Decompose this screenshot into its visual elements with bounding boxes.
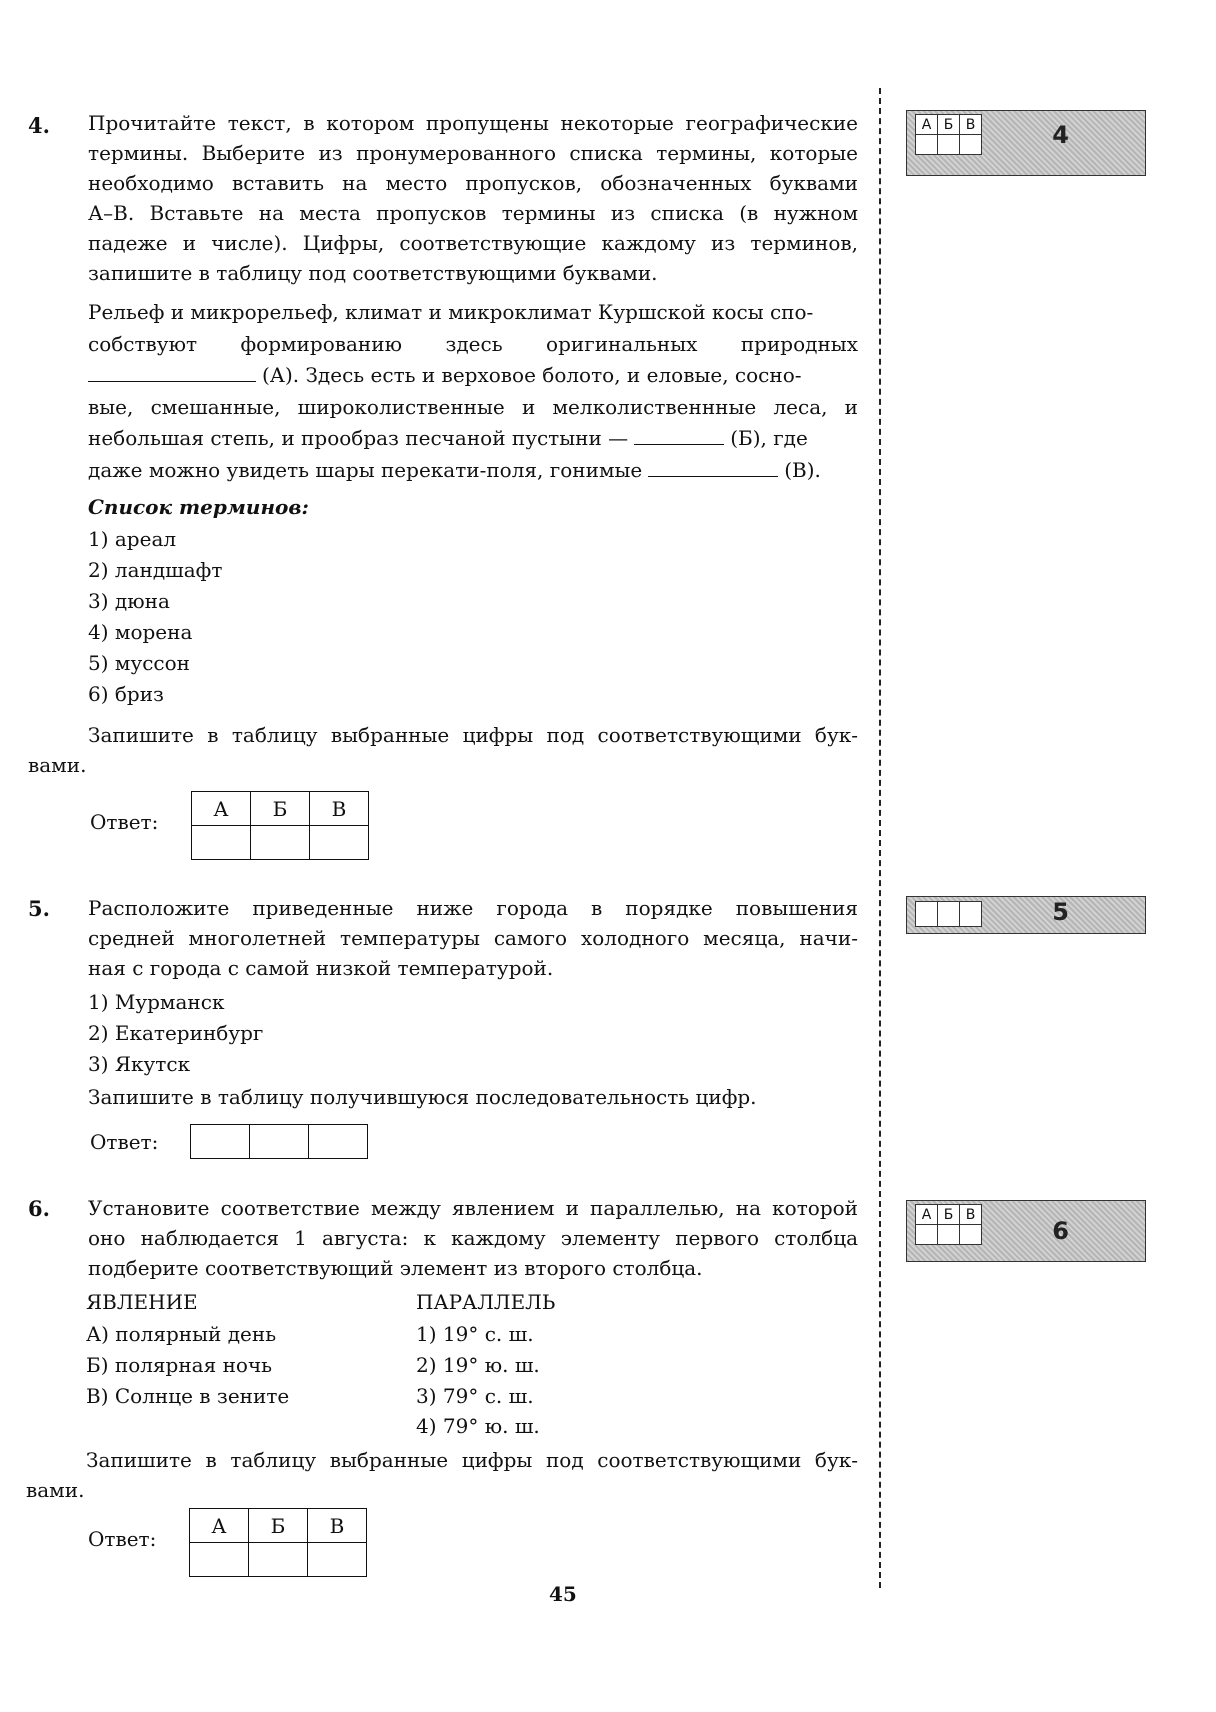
q6-number: 6. <box>28 1196 50 1221</box>
q5-instr-line: ная с города с самой низкой температурой. <box>88 956 554 980</box>
box-cell[interactable] <box>938 135 960 155</box>
box-cell[interactable] <box>960 135 982 155</box>
city-item: 1) Мурманск <box>88 990 225 1014</box>
box-letter: В <box>960 115 982 135</box>
answer-cell-b[interactable] <box>251 826 310 860</box>
q6-answer-label: Ответ: <box>88 1527 157 1551</box>
q5-instruction <box>88 893 858 983</box>
box-cell[interactable] <box>916 135 938 155</box>
parallel-item: 1) 19° с. ш. <box>416 1322 534 1346</box>
box-letter: Б <box>938 1205 960 1225</box>
answer-header-a: А <box>190 1509 249 1543</box>
answer-cell[interactable] <box>309 1125 368 1159</box>
term-item: 3) дюна <box>88 589 170 613</box>
q4-write-line2: вами. <box>28 753 87 777</box>
q4-instr-line: запишите в таблицу под соответствующими буквами. <box>88 261 658 285</box>
q4-text-l3: (А). Здесь есть и верховое болото, и еловые, сосно- <box>262 363 802 387</box>
terms-title: Список терминов: <box>88 495 309 519</box>
blank-v <box>648 458 778 477</box>
box-letter: А <box>916 1205 938 1225</box>
q6-instruction <box>88 1193 858 1283</box>
box-letter: А <box>916 115 938 135</box>
blank-a <box>88 363 256 382</box>
parallel-item: 2) 19° ю. ш. <box>416 1353 540 1377</box>
q5-answer-box <box>906 896 1146 934</box>
q4-text-line <box>88 360 858 392</box>
q5-box-number: 5 <box>1052 898 1069 926</box>
q4-answer-table <box>191 791 369 860</box>
term-item: 1) ареал <box>88 527 177 551</box>
box-cell[interactable] <box>960 1225 982 1245</box>
answer-cell-v[interactable] <box>308 1543 367 1577</box>
col1-header: ЯВЛЕНИЕ <box>86 1290 198 1314</box>
city-item: 2) Екатеринбург <box>88 1021 264 1045</box>
q4-instruction <box>88 108 858 288</box>
answer-header-a: А <box>192 792 251 826</box>
q4-text-l5a: небольшая степь, и прообраз песчаной пустыни — <box>88 426 629 450</box>
q5-number: 5. <box>28 896 50 921</box>
q4-text-l6b: (В). <box>784 457 821 482</box>
parallel-item: 4) 79° ю. ш. <box>416 1414 540 1438</box>
q6-write-line: Запишите в таблицу выбранные цифры под соответствующими бук- <box>86 1448 858 1472</box>
q4-text-l4: вые, смешанные, широколиственные и мелколиственнные леса, и <box>88 394 858 419</box>
q4-text-line <box>88 455 858 487</box>
q6-instr-line: Установите соответствие между явлением и параллелью, на которой <box>88 1196 858 1220</box>
box-cell[interactable] <box>938 902 960 927</box>
term-item: 6) бриз <box>88 682 164 706</box>
answer-cell-a[interactable] <box>190 1543 249 1577</box>
box-cell[interactable] <box>916 902 938 927</box>
q4-text-l5b: (Б), где <box>730 426 808 450</box>
cut-line <box>879 88 881 1588</box>
q5-answer-label: Ответ: <box>90 1130 159 1154</box>
box-cell[interactable] <box>916 1225 938 1245</box>
phenomenon-item: В) Солнце в зените <box>86 1384 290 1408</box>
q4-instr-line: необходимо вставить на место пропусков, обозначенных буквами <box>88 171 858 195</box>
q5-write-line: Запишите в таблицу получившуюся последовательность цифр. <box>88 1085 757 1109</box>
q4-number: 4. <box>28 113 50 138</box>
box-letter: Б <box>938 115 960 135</box>
blank-b <box>634 426 724 445</box>
phenomenon-item: А) полярный день <box>86 1322 277 1346</box>
q4-box-cells <box>915 114 982 155</box>
box-cell[interactable] <box>960 902 982 927</box>
q5-instr-line: Расположите приведенные ниже города в порядке повышения <box>88 896 858 920</box>
answer-cell-b[interactable] <box>249 1543 308 1577</box>
city-item: 3) Якутск <box>88 1052 191 1076</box>
term-item: 2) ландшафт <box>88 558 223 582</box>
q4-instr-line: падеже и числе). Цифры, соответствующие каждому из терминов, <box>88 231 858 255</box>
q5-answer-table <box>190 1124 368 1159</box>
answer-cell-a[interactable] <box>192 826 251 860</box>
q4-box-number: 4 <box>1052 121 1069 149</box>
q4-instr-line: термины. Выберите из пронумерованного списка термины, которые <box>88 141 858 165</box>
q6-box-number: 6 <box>1052 1217 1069 1245</box>
answer-header-v: В <box>308 1509 367 1543</box>
answer-cell[interactable] <box>250 1125 309 1159</box>
q6-answer-box <box>906 1200 1146 1262</box>
answer-header-b: Б <box>249 1509 308 1543</box>
col2-header: ПАРАЛЛЕЛЬ <box>416 1290 556 1314</box>
answer-cell[interactable] <box>191 1125 250 1159</box>
answer-header-b: Б <box>251 792 310 826</box>
q6-instr-line: подберите соответствующий элемент из второго столбца. <box>88 1256 703 1280</box>
box-cell[interactable] <box>938 1225 960 1245</box>
q4-answer-box <box>906 110 1146 176</box>
answer-header-v: В <box>310 792 369 826</box>
phenomenon-item: Б) полярная ночь <box>86 1353 273 1377</box>
q4-text-l2: собствуют формированию здесь оригинальных природных <box>88 331 858 356</box>
term-item: 5) муссон <box>88 651 190 675</box>
q6-write-line2: вами. <box>26 1478 85 1502</box>
q4-answer-label: Ответ: <box>90 810 159 834</box>
box-letter: В <box>960 1205 982 1225</box>
q4-write-line: Запишите в таблицу выбранные цифры под соответствующими бук- <box>88 723 858 747</box>
q6-answer-table <box>189 1508 367 1577</box>
parallel-item: 3) 79° с. ш. <box>416 1384 534 1408</box>
q4-text-line <box>88 297 858 329</box>
q5-instr-line: средней многолетней температуры самого холодного месяца, начи- <box>88 926 858 950</box>
q4-instr-line: Прочитайте текст, в котором пропущены некоторые географические <box>88 111 858 135</box>
q5-box-cells <box>915 901 982 927</box>
term-item: 4) морена <box>88 620 193 644</box>
q6-instr-line: оно наблюдается 1 августа: к каждому элементу первого столбца <box>88 1226 858 1250</box>
q4-text <box>88 297 858 486</box>
q4-text-line <box>88 423 858 455</box>
page-number: 45 <box>549 1582 577 1606</box>
q4-instr-line: А–В. Вставьте на места пропусков термины из списка (в нужном <box>88 201 858 225</box>
q4-text-l6a: даже можно увидеть шары перекати-поля, гонимые <box>88 457 643 482</box>
q6-box-cells <box>915 1204 982 1245</box>
q4-text-l1: Рельеф и микрорельеф, климат и микроклимат Куршской косы спо- <box>88 300 814 324</box>
answer-cell-v[interactable] <box>310 826 369 860</box>
